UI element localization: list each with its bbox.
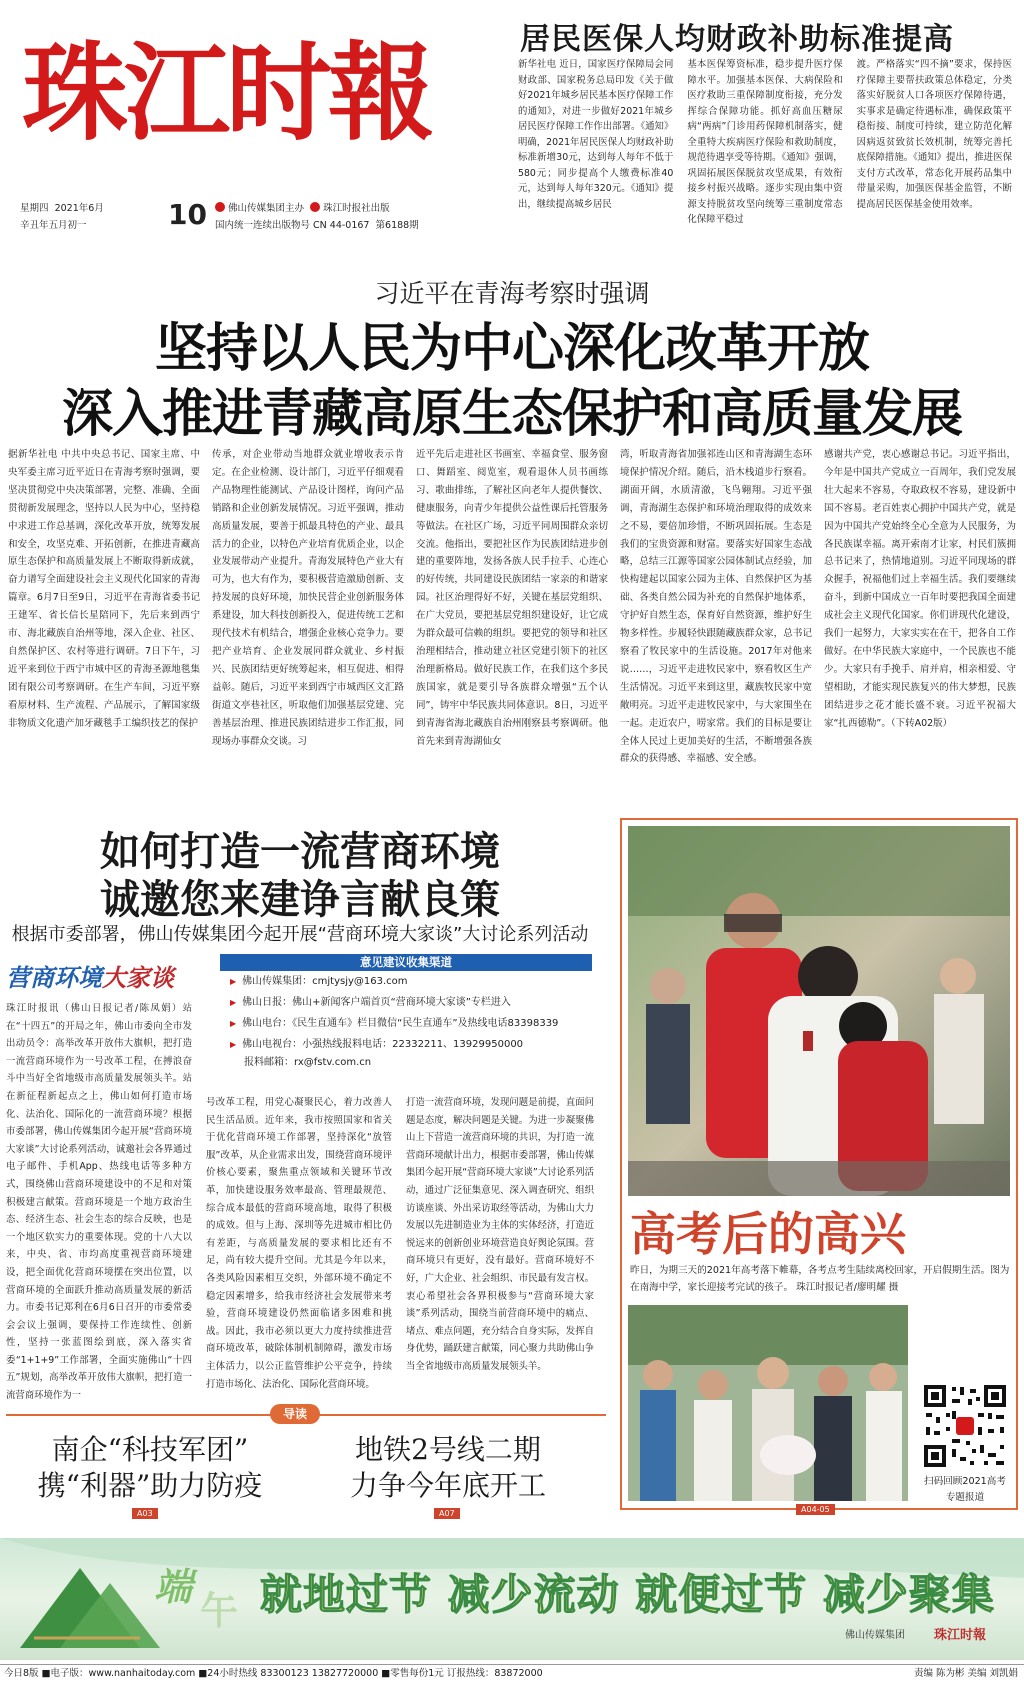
business-headline-line1[interactable]: 如何打造一流营商环境 bbox=[100, 828, 500, 875]
gaokao-crowd-photo[interactable] bbox=[628, 1305, 908, 1501]
channels-title: 意见建议收集渠道 bbox=[220, 954, 592, 971]
guide-item-line2: 力争今年底开工 bbox=[349, 1469, 546, 1502]
channel-item[interactable]: ▶ 佛山日报：佛山+新闻客户端首页“营商环境大家谈”专栏进入 bbox=[220, 992, 592, 1013]
photo-illustration bbox=[628, 1305, 908, 1501]
top-story-body bbox=[518, 57, 1012, 230]
lead-kicker: 习近平在青海考察时强调 bbox=[374, 279, 650, 308]
guide-item-line1: 地铁2号线二期 bbox=[355, 1433, 541, 1466]
photo-illustration bbox=[628, 826, 1010, 1196]
weekday: 星期四 bbox=[20, 203, 49, 214]
date: 2021年6月 bbox=[54, 203, 104, 214]
page-reference-tag[interactable]: A03 bbox=[132, 1508, 158, 1519]
business-column: 珠江时报讯（佛山日报记者/陈凤娟）站在“十四五”的开局之年，佛山市委向全市发出动员令：高举改革开放伟大旗帜，把打造一流营商环境作为一号改革工程，在搏浪奋斗中当好全省地级市高质量发展领头羊。站在新征程新起点之上，佛山如何打造市场化、法治化、国际化的一流营商环境？根据市委部署，佛山传媒集团今起开展“营商环境大家谈”大讨论系列活动，诚邀社会各界通过电子邮件、手机App、热线电话等多种方式，围绕佛山营商环境建设中的不足和对策积极建言献策。营商环境是一个地方政治生态、经济生态、社会生态的综合反映，也是一个地区软实力的重要体现。党的十八大以来，中央、省、市均高度重视营商环境建设，把全面优化营商环境摆在突出位置，以营商环境的全面跃升推动高质量发展的新活力。市委书记郑利在6月6日召开的市委常委会会议上强调，要保持工作连续性、创新性，坚持一张蓝图绘到底，深入落实省委“1+1+9”工作部署，全面实施佛山“十四五”规划，高举改革开放伟大旗帜，把打造一流营商环境作为一 bbox=[6, 1003, 192, 1402]
guide-item-tech[interactable] bbox=[10, 1432, 290, 1504]
sponsor-logo-icon bbox=[215, 202, 225, 212]
qr-code-icon bbox=[922, 1383, 1008, 1469]
banner-brand-media-group: 佛山传媒集团 bbox=[845, 1630, 905, 1641]
lead-story-column: 近平先后走进社区书画室、幸福食堂、服务窗口、舞蹈室、阅览室，观看退休人员书画练习、歌曲排练，了解社区向老年人提供餐饮、健康服务，向青少年提供公益性课后托管服务等做法。在社区广场，习近平同周围群众亲切交流。他指出，要把社区作为民族团结进步创建的重要阵地，发扬各族人民手拉手、心连心的好传统，共同建设民族团结一家亲的和谐家园。社区治理得好不好，关键在基层党组织、在广大党员，要把基层党组织建设好，让它成为群众最可信赖的组织。要把党的领导和社区治理相结合，推动建立社区党建引领下的社区治理新格局。做好民族工作，在我们这个多民族国家，就是要引导各族群众增强“五个认同”，铸牢中华民族共同体意识。8日，习近平到青海省海北藏族自治州刚察县考察调研。他首先来到青海湖仙女 bbox=[416, 449, 608, 747]
top-story-headline[interactable]: 居民医保人均财政补助标准提高 bbox=[520, 22, 954, 57]
business-headline-line2[interactable]: 诚邀您来建诤言献良策 bbox=[100, 876, 500, 923]
page-reference-tag[interactable]: A07 bbox=[434, 1508, 460, 1519]
newspaper-logo: 珠江时報 bbox=[22, 30, 430, 155]
photo-caption: 昨日，为期三天的2021年高考落下帷幕，各考点考生陆续离校回家，开启假期生活。图为在南海中学，家长迎接考完试的孩子。 珠江时报记者/廖明耀 摄 bbox=[630, 1265, 1010, 1293]
qr-caption: 扫码回顾2021高考 专题报道 bbox=[924, 1476, 1006, 1503]
guide-item-line2: 携“利器”助力防疫 bbox=[37, 1469, 263, 1502]
lead-story-column: 湾，听取青海省加强祁连山区和青海湖生态环境保护情况介绍。随后，沿木栈道步行察看。湖面开阔，水质清澈，飞鸟翱翔。习近平强调，青海湖生态保护和环境治理取得的成效来之不易，要倍加珍惜，不断巩固拓展。生态是我们的宝贵资源和财富。要落实好国家生态战略，总结三江源等国家公园体制试点经验，加快构建起以国家公园为主体、自然保护区为基础、各类自然公园为补充的自然保护地体系，守护好自然生态，保育好自然资源，维护好生物多样性。步履轻快跟随藏族群众家，总书记察看了牧民家中的生活设施。2017年对他来说……，习近平走进牧民家中，察看牧区生产生活情况。习近平来到这里，藏族牧民家中宽敞明亮。习近平走进牧民家中，与大家围坐在一起。走近农户，唠家常。我们的目标是要让全体人民过上更加美好的生活，不断增强各族群众的获得感、幸福感、安全感。 bbox=[620, 449, 812, 765]
channel-item[interactable]: ▶ 佛山电台：《民生直通车》栏目微信“民生直通车”及热线电话83398339 bbox=[220, 1013, 592, 1034]
guide-item-metro[interactable] bbox=[308, 1432, 588, 1504]
top-story-column: 渡。严格落实“四不摘”要求，保持医疗保障主要帮扶政策总体稳定，分类落实好脱贫人口各项医疗保障待遇，实事求是确定待遇标准，确保政策平稳衔接、制度可持续，建立防范化解因病返贫致贫长效机制，统筹完善托底保障措施。《通知》提出，推进医保支付方式改革，常态化开展药品集中带量采购，加强医保基金监管，不断提高居民医保基金使用效率。 bbox=[856, 59, 1012, 210]
issue-number: 第6188期 bbox=[375, 220, 419, 231]
lead-story-column: 据新华社电 中共中央总书记、国家主席、中央军委主席习近平近日在青海考察时强调，要坚决贯彻党中央决策部署，完整、准确、全面贯彻新发展理念，坚持以人民为中心，坚持稳中求进工作总基调，深化改革开放，统筹发展和安全，攻坚克难、开拓创新，在推进青藏高原生态保护和高质量发展上不断取得新成就，奋力谱写全面建设社会主义现代化国家的青海篇章。6月7日至9日，习近平在青海省委书记王建军、省长信长星陪同下，先后来到西宁市、海北藏族自治州等地，深入企业、社区、自然保护区、农村等进行调研。7日下午，习近平来到位于西宁市城中区的青海圣源地毯集团有限公司考察调研。在生产车间，习近平察看原材料、生产流程、产品展示，了解国家级非物质文化遗产加牙藏毯手工编织技艺的保护 bbox=[8, 449, 200, 729]
lead-headline-line1[interactable]: 坚持以人民为中心深化改革开放 bbox=[154, 319, 869, 379]
business-subhead: 根据市委部署，佛山传媒集团今起开展“营商环境大家谈”大讨论系列活动 bbox=[11, 924, 589, 945]
page-reference-tag[interactable]: A04-05 bbox=[796, 1504, 835, 1515]
guide-badge: 导读 bbox=[270, 1404, 320, 1424]
channel-item[interactable]: ▶ 佛山传媒集团：cmjtysjy@163.com bbox=[220, 971, 592, 992]
lead-headline-line2[interactable]: 深入推进青藏高原生态保护和高质量发展 bbox=[61, 385, 962, 444]
footer-editors: 责编 陈为彬 美编 刘凯娟 bbox=[913, 1668, 1018, 1679]
publisher: 珠江时报社出版 bbox=[323, 203, 390, 214]
day-number: 10 bbox=[168, 198, 207, 231]
banner-wu-char: 午 bbox=[200, 1588, 239, 1633]
gaokao-hug-photo[interactable] bbox=[628, 826, 1010, 1196]
lunar-date: 辛丑年五月初一 bbox=[20, 220, 87, 231]
lead-story-body bbox=[8, 446, 1016, 766]
lead-story-column: 感谢共产党，衷心感谢总书记。习近平指出，今年是中国共产党成立一百周年，我们党发展壮大起来不容易，夺取政权不容易，建设新中国不容易。老百姓衷心拥护中国共产党，就是因为中国共产党始终全心全意为人民服务，为各民族谋幸福。离开索南才让家，村民们簇拥总书记来了，热情地道别。习近平同现场的群众握手，祝福他们过上幸福生活。我们要继续奋斗，到新中国成立一百年时要把我国全面建成社会主义现代化国家。你们讲现代化建设，我们一起努力，大家实实在在干，把各自工作做好。在中华民族大家庭中，一个民族也不能少。大家只有手挽手、肩并肩，相亲相爱、守望相助，才能实现民族复兴的伟大梦想，民族团结进步之花才能长盛不衰。习近平祝福大家“扎西德勒”。（下转A02版） bbox=[824, 449, 1016, 729]
footer-bar bbox=[0, 1664, 1024, 1681]
sponsor: 佛山传媒集团主办 bbox=[228, 203, 305, 214]
business-column: 号改革工程，用党心凝聚民心，着力改善人民生活品质。近年来，我市按照国家和省关于优化营商环境工作部署，坚持深化“放管服”改革，从企业需求出发，围绕营商环境评价核心要素，聚焦重点领域和关键环节改革，加快建设服务效率最高、管理最规范、综合成本最低的营商环境高地，取得了积极的成效。但与上海、深圳等先进城市相比仍有差距，与高质量发展的要求相比还有不足，尚有较大提升空间。尤其是今年以来，各类风险因素相互交织，外部环境不确定不稳定因素增多，给我市经济社会发展带来考验，营商环境建设仍然面临诸多困难和挑战。因此，我市必须以更大力度持续推进营商环境改革，破除体制机制障碍，激发市场主体活力，以公正监管维护公平竞争，持续打造市场化、法治化、国际化营商环境。 bbox=[206, 1097, 392, 1390]
business-column-logo: 营商环境大家谈 bbox=[6, 964, 174, 992]
guide-item-line1: 南企“科技军团” bbox=[51, 1433, 249, 1466]
dateline bbox=[20, 197, 450, 235]
business-column: 打造一流营商环境，发现问题是前提，直面问题是态度，解决问题是关键。为进一步凝聚佛山上下营造一流营商环境的共识，为打造一流营商环境献计出力，根据市委部署，佛山传媒集团今起开展“营商环境大家谈”大讨论系列活动，通过广泛征集意见、深入调查研究、组织访谈座谈、外出采访取经等活动，为佛山大力发展以先进制造业为主体的实体经济，打造近悦远来的创新创业环境营造良好舆论氛围。营商环境只有更好，没有最好。营商环境好不好，广大企业、社会组织、市民最有发言权。衷心希望社会各界积极参与“营商环境大家谈”系列活动，围绕当前营商环境中的痛点、堵点、难点问题，充分结合自身实际，发挥自身优势，踊跃建言献策，同心聚力共助佛山争当全省地级市高质量发展领头羊。 bbox=[406, 1097, 594, 1372]
channel-item[interactable]: 报料邮箱：rx@fstv.com.cn bbox=[244, 1057, 372, 1068]
top-story-column: 基本医保筹资标准，稳步提升医疗保障水平。加强基本医保、大病保险和医疗救助三重保障制度衔接，充分发挥综合保障功能。抓好高血压糖尿病“两病”门诊用药保障机制落实，健全重特大疾病医疗保险和救助制度，规范待遇享受等待期。《通知》强调，巩固拓展医保脱贫攻坚成果，有效衔接乡村振兴战略。逐步实现由集中资源支持脱贫攻坚向统筹三重制度常态化保障平稳过 bbox=[687, 59, 843, 225]
lead-story-column: 传承，对企业带动当地群众就业增收表示肯定。在企业检测、设计部门，习近平仔细观看产品物理性能测试、产品设计图样，询问产品销路和企业创新发展情况。习近平强调，推动高质量发展，要善于抓最具特色的产业、最具活力的企业，以特色产业培育优质企业，以企业发展带动产业提升。青海发展特色产业大有可为，也大有作为，要积极营造激励创新、支持发展的良好环境，加快民营企业创新服务体系建设，加大科技创新投入，促进传统工艺和现代技术有机结合，增强企业核心竞争力。要把产业培育、企业发展同群众就业、乡村振兴、民族团结更好统筹起来，相互促进、相得益彰。随后，习近平来到西宁市城西区文汇路街道文亭巷社区，听取他们加强基层党建、完善基层治理、推进民族团结进步工作汇报，同现场办事群众交谈。习 bbox=[212, 449, 404, 747]
business-story-body bbox=[6, 1000, 600, 1400]
banner-duan-char: 端 bbox=[154, 1564, 193, 1609]
channel-item[interactable]: ▶ 佛山电视台：小强热线报料电话：22332211、13929950000 bbox=[220, 1034, 592, 1055]
publisher-logo-icon bbox=[310, 202, 320, 212]
banner-slogan: 就地过节 减少流动 就便过节 减少聚集 bbox=[260, 1570, 995, 1619]
top-story-column: 新华社电 近日，国家医疗保障局会同财政部、国家税务总局印发《关于做好2021年城乡居民基本医疗保障工作的通知》，对进一步做好2021年城乡居民医疗保障工作作出部署。《通知》明确，2021年居民医保人均财政补助标准新增30元，达到每人每年不低于580元；同步提高个人缴费标准40元，达到每人每年320元。《通知》提出，继续提高城乡居民 bbox=[518, 59, 674, 210]
issn: 国内统一连续出版物号 CN 44-0167 bbox=[215, 220, 370, 231]
photo-title[interactable]: 高考后的高兴 bbox=[630, 1207, 906, 1261]
qr-code[interactable] bbox=[922, 1383, 1008, 1469]
footer-info: 今日8版 ■电子版：www.nanhaitoday.com ■24小时热线 83300123 13827720000 ■零售每份1元 订报热线：83872000 bbox=[4, 1668, 543, 1679]
banner-brand-newspaper: 珠江时報 bbox=[934, 1628, 987, 1643]
